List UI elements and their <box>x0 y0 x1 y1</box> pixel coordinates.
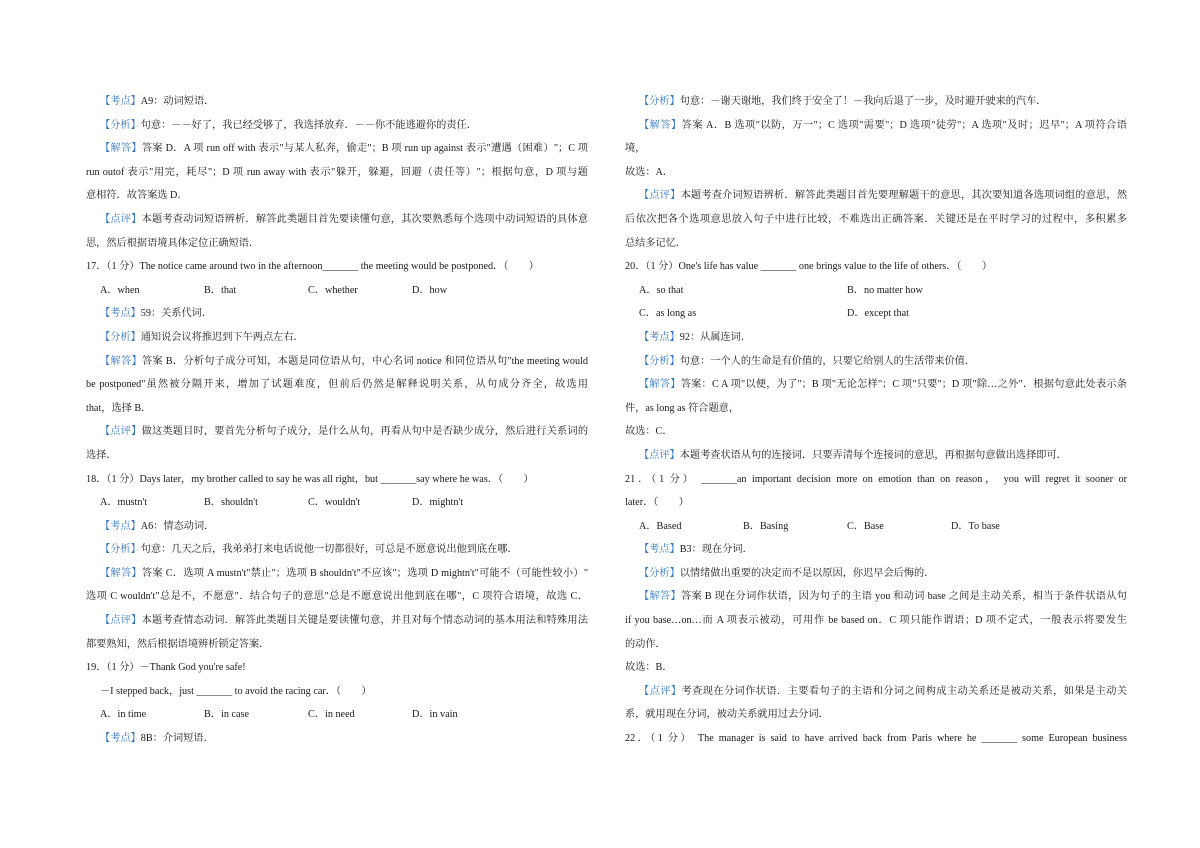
answer-options <box>86 703 588 727</box>
section-tag: 【考点】 <box>100 308 141 320</box>
line-text: 故选：C． <box>625 426 673 438</box>
text-line <box>625 656 1127 680</box>
annotation-line <box>625 585 1127 609</box>
option-choice: A．when <box>100 284 140 296</box>
annotation-line <box>86 515 588 539</box>
annotation-line <box>86 326 588 350</box>
line-text: 答案：C A 项"以便，为了"；B 项"无论怎样"；C 项"只要"；D 项"除…之外"．根据句意此处表示条 <box>680 379 1127 391</box>
section-tag: 【点评】 <box>100 615 142 627</box>
line-text: 系，就用现在分词，被动关系就用过去分词． <box>625 709 829 721</box>
line-text: 选择． <box>86 449 117 461</box>
line-text: 境， <box>625 143 646 155</box>
option-choice: C．in need <box>308 709 355 721</box>
option-choice: C．Base <box>847 520 884 532</box>
text-line <box>625 255 1127 279</box>
line-text: 19．（1 分）－Thank God you're safe! <box>86 662 246 674</box>
text-line <box>625 468 1127 492</box>
line-text: 8B：介词短语． <box>140 733 214 745</box>
option-choice: B．that <box>204 284 237 296</box>
text-line <box>86 656 588 680</box>
text-line <box>86 161 588 185</box>
line-text: －I stepped back，just _______ to avoid the racing car．（ ） <box>100 685 372 697</box>
option-choice: B．Basing <box>743 520 789 532</box>
section-tag: 【点评】 <box>639 449 680 461</box>
section-tag: 【分析】 <box>100 119 141 131</box>
option-choice: D．To base <box>951 520 1000 532</box>
line-text: A9：动词短语． <box>140 96 215 107</box>
option-choice: C．wouldn't <box>308 497 361 509</box>
option-choice: B．no matter how <box>847 284 923 296</box>
option-choice: B．in case <box>204 709 249 721</box>
text-line <box>86 373 588 397</box>
option-choice: A．so that <box>639 284 684 296</box>
text-line <box>625 232 1127 256</box>
line-text: 本题考查状语从句的连接词．只要弄清每个连接词的意思，再根据句意做出选择即可． <box>679 449 1067 461</box>
line-text: 答案 B．分析句子成分可知，本题是同位语从句，中心名词 notice 和同位语从句"the meeting would <box>141 355 588 367</box>
text-line <box>86 468 588 492</box>
line-text: 后依次把各个选项意思放入句子中进行比较，不难选出正确答案．关键还是在平时学习的过程中，多积累多 <box>625 213 1127 225</box>
line-text: if you base…on…而 A 项表示被动，可用作 be based on．C 项只能作谓语；D 项不定式，一般表示将要发生 <box>625 615 1127 627</box>
line-text: 以情绪做出重要的决定而不是以原因，你迟早会后悔的． <box>679 567 935 579</box>
section-tag: 【考点】 <box>100 96 141 107</box>
option-choice: B．shouldn't <box>204 497 258 509</box>
line-text: that，选择 B． <box>86 402 152 414</box>
annotation-line <box>86 538 588 562</box>
option-choice: D．except that <box>847 308 909 320</box>
annotation-line <box>86 114 588 138</box>
text-line <box>625 633 1127 657</box>
annotation-line <box>86 208 588 232</box>
annotation-line <box>86 90 588 114</box>
line-text: 通知说会议将推迟到下午两点左右． <box>140 331 304 343</box>
text-line <box>625 420 1127 444</box>
section-tag: 【考点】 <box>639 544 680 556</box>
option-choice: C．whether <box>308 284 358 296</box>
section-tag: 【分析】 <box>100 331 141 343</box>
section-tag: 【点评】 <box>100 426 142 438</box>
line-text: 答案 A．B 选项"以防，万一"；C 选项"需要"；D 选项"徒劳"；A 选项"及时；迟早"；A 项符合语 <box>681 119 1127 131</box>
text-line <box>625 161 1127 185</box>
option-choice: A．in time <box>100 709 147 721</box>
annotation-line <box>86 420 588 444</box>
option-choice: C．as long as <box>639 308 697 320</box>
line-text: 考查现在分词作状语．主要看句子的主语和分词之间构成主动关系还是被动关系，如果是主动关 <box>681 685 1127 697</box>
line-text: 思，然后根据语境具体定位正确短语． <box>86 237 260 249</box>
line-text: 故选：B． <box>625 662 673 674</box>
text-line <box>625 137 1127 161</box>
annotation-line <box>625 373 1127 397</box>
section-tag: 【考点】 <box>639 331 680 343</box>
text-line <box>86 255 588 279</box>
line-text: 总结多记忆． <box>625 237 687 249</box>
text-line <box>86 444 588 468</box>
annotation-line <box>625 538 1127 562</box>
section-tag: 【解答】 <box>100 143 142 155</box>
line-text: 件，as long as 符合题意， <box>625 402 740 414</box>
line-text: 22．（1 分） The manager is said to have arrived back from Paris where he _______ some European business <box>625 733 1127 745</box>
annotation-line <box>625 562 1127 586</box>
line-text: 答案 B 现在分词作状语，因为句子的主语 you 和动词 base 之间是主动关系，相当于条件状语从句 <box>681 591 1127 603</box>
line-text: 59：关系代词． <box>140 308 213 320</box>
annotation-line <box>86 727 588 751</box>
annotation-line <box>86 350 588 374</box>
option-choice: D．how <box>412 284 448 296</box>
text-line <box>625 208 1127 232</box>
answer-options <box>625 279 1127 303</box>
text-line <box>86 585 588 609</box>
answer-options <box>86 279 588 303</box>
section-tag: 【点评】 <box>639 190 681 202</box>
section-tag: 【解答】 <box>100 355 142 367</box>
line-text: 20．（1 分）One's life has value _______ one brings value to the life of others．（ ） <box>625 261 993 273</box>
annotation-line <box>625 680 1127 704</box>
right-column <box>625 90 1127 751</box>
line-text: 句意：一个人的生命是有价值的，只要它给别人的生活带来价值． <box>679 355 976 367</box>
line-text: 句意：几天之后，我弟弟打来电话说他一切都很好，可总是不愿意说出他到底在哪． <box>140 544 518 556</box>
option-choice: A．Based <box>639 520 682 532</box>
text-line <box>86 680 588 704</box>
text-line <box>625 609 1127 633</box>
line-text: 答案 C．选项 A mustn't"禁止"；选项 B shouldn't"不应该"；选项 D mightn't"可能不（可能性较小）" <box>141 567 588 579</box>
section-tag: 【分析】 <box>100 544 141 556</box>
line-text: 21．（1 分） _______an important decision more on emotion than on reason， you will regret it sooner or <box>625 473 1127 485</box>
text-line <box>86 232 588 256</box>
section-tag: 【解答】 <box>100 567 142 579</box>
section-tag: 【点评】 <box>100 213 142 225</box>
answer-options <box>625 302 1127 326</box>
line-text: later．（ ） <box>625 497 689 509</box>
line-text: 92：从属连词． <box>679 331 752 343</box>
text-line <box>625 727 1127 751</box>
section-tag: 【考点】 <box>100 520 141 532</box>
line-text: 17．（1 分）The notice came around two in the afternoon_______ the meeting would be postponed．（ ） <box>86 261 539 273</box>
line-text: 都要熟知，然后根据语境辨析锁定答案． <box>86 638 270 650</box>
text-line <box>625 397 1127 421</box>
annotation-line <box>625 350 1127 374</box>
annotation-line <box>625 184 1127 208</box>
line-text: 句意：－－好了，我已经受够了，我选择放弃．－－你不能逃避你的责任． <box>140 119 477 131</box>
line-text: B3：现在分词． <box>679 544 753 556</box>
line-text: 本题考查情态动词．解答此类题目关键是要读懂句意，并且对每个情态动词的基本用法和特殊用法 <box>141 615 588 627</box>
line-text: 意相符．故答案选 D． <box>86 190 188 202</box>
annotation-line <box>625 90 1127 114</box>
section-tag: 【分析】 <box>639 355 680 367</box>
text-line <box>625 703 1127 727</box>
annotation-line <box>625 444 1127 468</box>
line-text: be postponed"虽然被分隔开来，增加了试题难度，但前后仍然是解释说明关系，从句成分齐全，故选用 <box>86 379 588 391</box>
text-line <box>625 491 1127 515</box>
line-text: 本题考查介词短语辨析．解答此类题目首先要理解题干的意思，其次要知道各选项词组的意思，然 <box>680 190 1127 202</box>
line-text: 答案 D．A 项 run off with 表示"与某人私奔，偷走"；B 项 run up against 表示"遭遇（困难）"；C 项 <box>141 143 588 155</box>
text-line <box>86 184 588 208</box>
option-choice: D．in vain <box>412 709 458 721</box>
line-text: 的动作． <box>625 638 666 650</box>
section-tag: 【解答】 <box>639 591 682 603</box>
line-text: 18．（1 分）Days later，my brother called to say he was all right，but _______say where he was．（ ） <box>86 473 534 485</box>
section-tag: 【分析】 <box>639 567 680 579</box>
line-text: 做这类题目时，要首先分析句子成分，是什么从句，再看从句中是否缺少成分，然后进行关系词的 <box>141 426 588 438</box>
option-choice: D．mightn't <box>412 497 464 509</box>
line-text: run outof 表示"用完，耗尽"；D 项 run away with 表示"躲开，躲避，回避（责任等）"；根据句意，D 项与题 <box>86 166 588 178</box>
annotation-line <box>625 114 1127 138</box>
line-text: A6：情态动词． <box>140 520 215 532</box>
line-text: 本题考查动词短语辨析．解答此类题目首先要读懂句意，其次要熟悉每个选项中动词短语的具体意 <box>141 213 588 225</box>
line-text: 句意：－谢天谢地，我们终于安全了！－我向后退了一步，及时避开驶来的汽车． <box>679 96 1047 107</box>
section-tag: 【解答】 <box>639 379 681 391</box>
left-column <box>86 90 588 751</box>
annotation-line <box>86 609 588 633</box>
line-text: 故选：A． <box>625 166 674 178</box>
option-choice: A．mustn't <box>100 497 148 509</box>
annotation-line <box>86 562 588 586</box>
annotation-line <box>86 302 588 326</box>
text-line <box>86 633 588 657</box>
section-tag: 【解答】 <box>639 119 682 131</box>
section-tag: 【点评】 <box>639 685 682 697</box>
answer-options <box>86 491 588 515</box>
line-text: 选项 C wouldn't"总是不，不愿意"．结合句子的意思"总是不愿意说出他到底在哪"，C 项符合语境，故选 C． <box>86 591 588 603</box>
answer-options <box>625 515 1127 539</box>
section-tag: 【分析】 <box>639 96 680 107</box>
section-tag: 【考点】 <box>100 733 141 745</box>
annotation-line <box>625 326 1127 350</box>
text-line <box>86 397 588 421</box>
annotation-line <box>86 137 588 161</box>
